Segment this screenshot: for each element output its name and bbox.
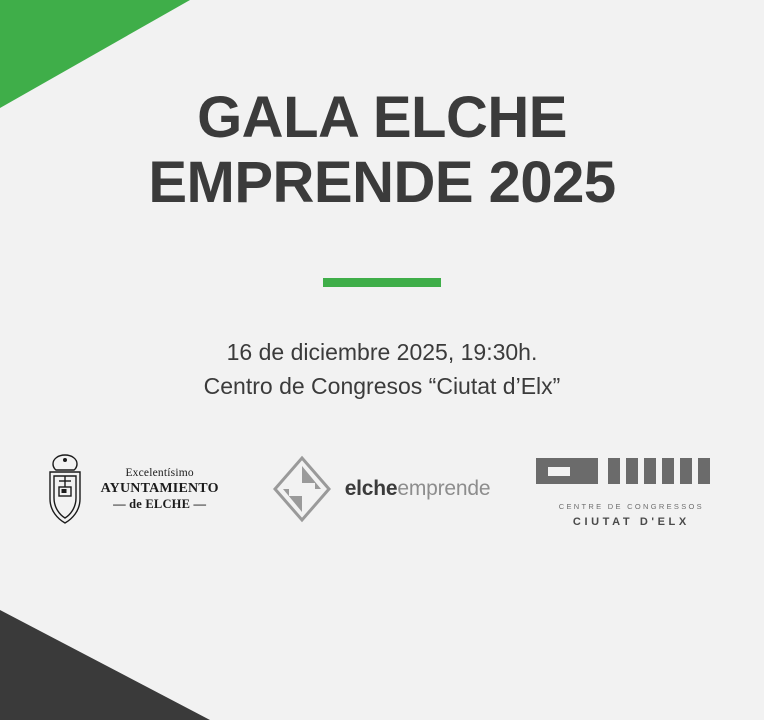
sponsor-logos [38,450,727,528]
logo-centre-congressos [536,450,726,528]
ayuntamiento-line-2: AYUNTAMIENTO [100,480,219,496]
congressos-subtitle: CENTRE DE CONGRESSOS [558,501,704,511]
event-venue: Centro de Congresos “Ciutat d’Elx” [203,373,561,400]
logo-elche-emprende [265,450,491,528]
ayuntamiento-wordmark [101,466,219,512]
title-line-2: EMPRENDE 2025 [148,149,616,215]
diamond-outline-icon [265,450,339,528]
emprende-word-light: emprende [397,476,491,500]
congressos-name: CIUTAT D'ELX [572,515,690,528]
congress-building-bars-icon [536,450,726,497]
event-details [204,335,561,404]
elche-coat-of-arms-icon [38,451,92,527]
emprende-word-bold: elche [344,476,398,500]
emprende-wordmark [345,477,491,501]
page-title [32,86,732,216]
event-date: 16 de diciembre 2025, 19:30h. [226,338,538,365]
logo-ayuntamiento-elche [38,451,219,527]
ayuntamiento-line-3: — de ELCHE — [113,496,207,511]
green-divider [323,278,441,287]
ayuntamiento-line-1: Excelentísimo [125,466,194,479]
title-line-1: GALA ELCHE [197,85,567,150]
